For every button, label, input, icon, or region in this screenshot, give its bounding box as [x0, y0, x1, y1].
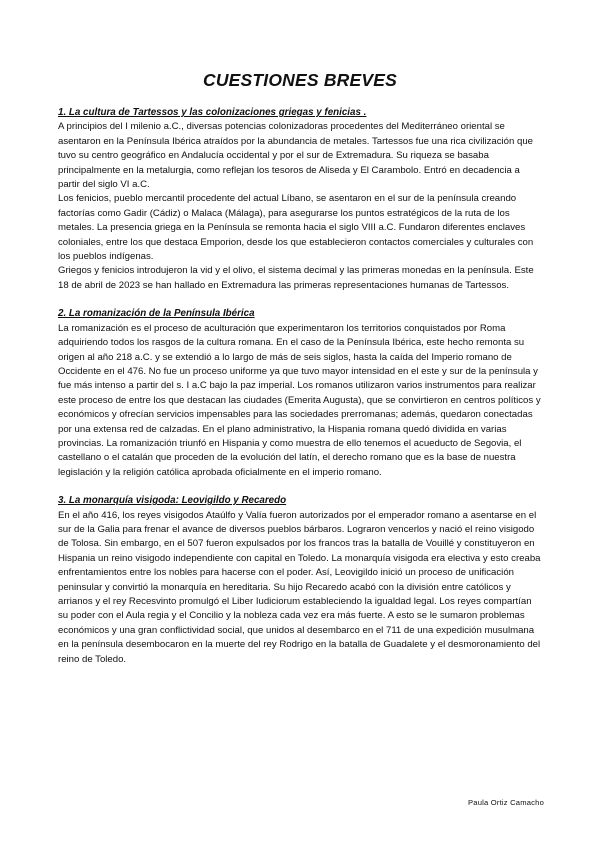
- paragraph: Los fenicios, pueblo mercantil procedente del actual Líbano, se asentaron en el sur de la península creando factorías como Gadir (Cádiz) o Malaca (Málaga), para asegurarse los puntos estratégicos de la ruta de los metales. La presencia griega en la Península se remonta hacia el siglo VIII a.C. Fundaron diferentes enclaves coloniales, entre los que destaca Emporion, desde los que establecieron contactos comerciales y culturales con los pueblos indígenas.: [58, 193, 534, 263]
- section-heading: 3. La monarquía visigoda: Leovigildo y Recaredo: [58, 495, 287, 507]
- paragraph: Griegos y fenicios introdujeron la vid y el olivo, el sistema decimal y las primeras monedas en la península. Este 18 de abril de 2023 se han hallado en Extremadura las primeras representaciones humanas de Tartessos.: [58, 265, 534, 291]
- section-monarquia-visigoda: [58, 494, 542, 667]
- paragraph: A principios del I milenio a.C., diversas potencias colonizadoras procedentes del Mediterráneo oriental se asentaron en la Península Ibérica atraídos por la abundancia de metales. Tartessos fue una rica civilización que tuvo su centro geográfico en Andalucía occidental y por el sur de Extremadura. Su riqueza se basaba principalmente en la metalurgia, como reflejan los tesoros de Aliseda y El Carambolo. Entró en decadencia a partir del siglo VI a.C.: [58, 121, 534, 191]
- section-tartessos: [58, 106, 542, 293]
- section-romanizacion: [58, 307, 542, 480]
- author-name: Paula Ortiz Camacho: [468, 798, 544, 807]
- paragraph: En el año 416, los reyes visigodos Ataúlfo y Valía fueron autorizados por el emperador romano a asentarse en el sur de la Galia para frenar el avance de diversos pueblos bárbaros. Lograron vencerlos y nació el reino visigodo de Tolosa. Sin embargo, en el 507 fueron expulsados por los francos tras la batalla de Vouillé y constituyeron en Hispania un reino visigodo independiente con capital en Toledo. La monarquía visigoda era electiva y esto creaba enfrentamientos entre los nobles para hacerse con el poder. Así, Leovigildo inició un proceso de unificación peninsular y convirtió la monarquía en hereditaria. Su hijo Recaredo acabó con la división entre católicos y arrianos y el rey Recesvinto promulgó el Liber Iudiciorum estableciendo la igualdad legal. Los reyes compartían su poder con el Aula regia y el Concilio y la nobleza cada vez era más fuerte. A esto se le sumaron problemas económicos y una gran conflictividad social, que unidos al desembarco en el 711 de una expedición musulmana en la península desembocaron en la muerte del rey Rodrigo en la batalla de Guadalete y el desmoronamiento del reino de Toledo.: [58, 509, 541, 665]
- section-heading: 2. La romanización de la Península Ibérica: [58, 308, 255, 320]
- section-heading: 1. La cultura de Tartessos y las colonizaciones griegas y fenicias .: [58, 107, 367, 118]
- page-title: CUESTIONES BREVES: [203, 70, 397, 90]
- document-body: [58, 106, 542, 681]
- paragraph: La romanización es el proceso de aculturación que experimentaron los territorios conquistados por Roma adquiriendo todos los rasgos de la cultura romana. En el caso de la Península Ibérica, este hecho remonta su origen al año 218 a.C. y se extendió a lo largo de más de seis siglos, hasta la caída del Imperio romano de Occidente en el 476. No fue un proceso uniforme ya que tuvo mayor intensidad en el este y sur de la península y fue más intenso a partir del s. I a.C bajo la paz imperial. Los romanos utilizaron varios instrumentos para realizar este proceso de entre los que destacan las ciudades (Emerita Augusta), que se convirtieron en centros políticos y económicos y ofrecían servicios impensables para las sociedades prerromanas; además, quedaron conectadas por una extensa red de calzadas. En el plano administrativo, la Hispania romana quedó dividida en varias provincias. La romanización triunfó en Hispania y como muestra de ello tenemos el acueducto de Segovia, el castellano o el catalán que proceden de la evolución del latín, el derecho romano que es la base de nuestra legislación y la religión católica aprobada oficialmente en el imperio romano.: [58, 322, 541, 478]
